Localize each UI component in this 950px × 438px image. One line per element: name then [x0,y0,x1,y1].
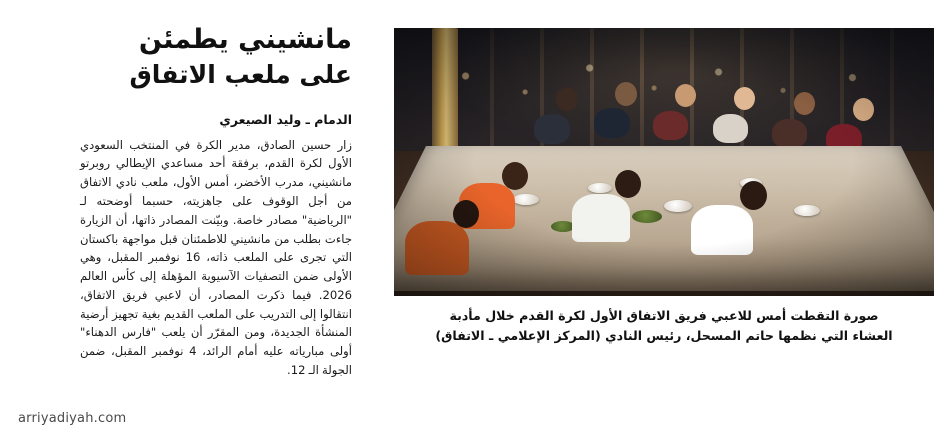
photo-person-head [615,82,637,106]
photo-person-head [675,84,696,107]
photo-plate [794,205,820,216]
headline-line-2: على ملعب الاتفاق [129,60,352,90]
photo-person-head [734,87,755,110]
headline-line-1: مانشيني يطمئن [138,24,352,55]
newspaper-clipping [70,0,950,380]
photo-column [370,0,950,380]
photo-person-body [653,111,688,140]
photo-person-body [594,108,630,138]
photo-person-head [853,98,874,121]
photo-food [632,210,662,223]
photo-person-body [572,194,630,242]
article-column [70,0,370,380]
photo-caption-line-1: صورة التقطت أمس للاعبي فريق الاتفاق الأول لكرة القدم خلال مأدبة [449,308,879,323]
photo-plate [664,200,692,212]
page-title [80,22,352,92]
photo-person-body [405,221,469,275]
photo-food [551,221,575,232]
team-dinner-photo [394,28,934,296]
photo-person-head [794,92,815,115]
photo-person-head [502,162,528,190]
photo-person-head [556,87,578,111]
photo-caption-line-2: العشاء التي نظمها حاتم المسحل، رئيس النادي (المركز الإعلامي ـ الاتفاق) [435,327,893,343]
article-body: زار حسين الصادق، مدير الكرة في المنتخب السعودي الأول لكرة القدم، برفقة أحد مساعدي الإيطالي روبرتو مانشيني، مدرب الأخضر، أمس الأول، ملعب نادي الاتفاق من أجل الوقوف على جاهزيته، حسبما أوضحته لـ "الرياضية" مصادر خاصة. وبيّنت المصادر ذاتها، أن الزيارة جاءت بطلب من مانشيني للاطمئنان قبل مواجهة باكستان التي تجرى على الملعب ذاته، 16 نوفمبر المقبل، وهي الأولى ضمن التصفيات الآسيوية المؤهلة إلى كأس العالم 2026. فيما ذكرت المصادر، أن لاعبي فريق الاتفاق، انتقالوا إلى التدريب على الملعب القديم بغية تجهيز أرضية المنشأة الجديدة، ومن المقرّر أن يلعب "فارس الدهناء" أولى مبارياته عليه أمام الرائد، 4 نوفمبر المقبل، ضمن الجولة الـ 12. [80,137,352,378]
site-watermark: arriyadiyah.com [18,411,127,426]
photo-plate [513,194,539,205]
photo-person-head [453,200,479,228]
photo-person-head [740,181,767,210]
photo-caption [394,306,934,345]
byline: الدمام ـ وليد الصيعري [219,111,352,127]
photo-person-body [713,114,748,143]
photo-person-body [772,119,807,148]
photo-person-body [691,205,753,255]
photo-person-body [534,114,570,144]
